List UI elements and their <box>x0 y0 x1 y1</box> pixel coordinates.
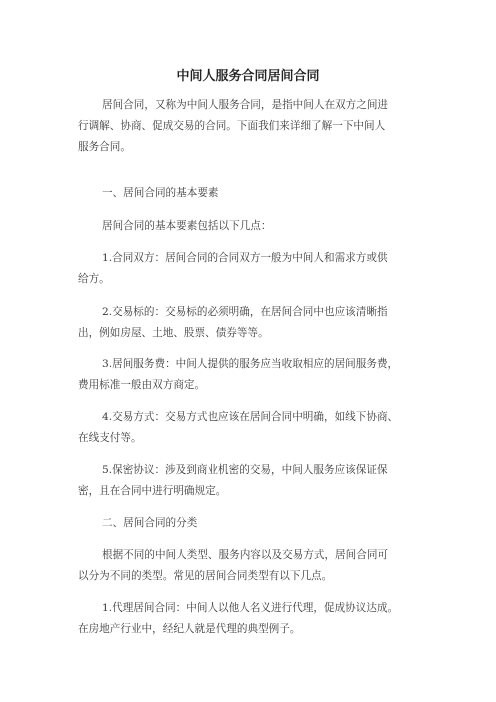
text-line: 居间合同的基本要素包括以下几点： <box>102 220 272 232</box>
list-item-subject <box>78 302 438 344</box>
text-line: 行调解、协商、促成交易的合同。下面我们来详细了解一下中间人 <box>78 120 386 132</box>
text-line: 费用标准一般由双方商定。 <box>78 379 206 391</box>
document-title: 中间人服务合同居间合同 <box>176 69 320 84</box>
text-line: 居间合同，又称为中间人服务合同，是指中间人在双方之间进 <box>102 99 389 111</box>
text-line: 一、居间合同的基本要素 <box>102 187 219 199</box>
paragraph-classification-intro <box>78 545 438 587</box>
list-item-service-fee <box>78 354 438 396</box>
text-line: 4.交易方式：交易方式也应该在居间合同中明确，如线下协商、 <box>102 411 399 423</box>
text-line: 1.合同双方：居间合同的合同双方一般为中间人和需求方或供 <box>102 252 388 264</box>
text-line: 3.居间服务费：中间人提供的服务应当收取相应的居间服务费， <box>102 358 399 370</box>
list-item-trade-method <box>78 407 438 449</box>
text-line: 在线支付等。 <box>78 432 142 444</box>
section-heading-basic-elements <box>78 183 438 204</box>
text-line: 服务合同。 <box>78 141 131 153</box>
text-line: 给方。 <box>78 273 110 285</box>
text-line: 二、居间合同的分类 <box>102 517 198 529</box>
list-item-agency <box>78 598 438 640</box>
text-line: 5.保密协议：涉及到商业机密的交易，中间人服务应该保证保 <box>102 464 388 476</box>
text-line: 1.代理居间合同：中间人以他人名义进行代理，促成协议达成。 <box>102 602 399 614</box>
list-item-confidentiality <box>78 460 438 502</box>
text-line: 密，且在合同中进行明确规定。 <box>78 485 227 497</box>
text-line: 出，例如房屋、土地、股票、债券等等。 <box>78 327 269 339</box>
section-heading-classification <box>78 513 438 534</box>
text-line: 以分为不同的类型。常见的居间合同类型有以下几点。 <box>78 570 333 582</box>
paragraph-intro <box>78 95 438 158</box>
list-item-parties <box>78 248 438 290</box>
text-line: 根据不同的中间人类型、服务内容以及交易方式，居间合同可 <box>102 549 389 561</box>
paragraph-elements-intro <box>78 216 438 237</box>
text-line: 2.交易标的：交易标的必须明确，在居间合同中也应该清晰指 <box>102 306 388 318</box>
text-line: 在房地产行业中，经纪人就是代理的典型例子。 <box>78 623 301 635</box>
